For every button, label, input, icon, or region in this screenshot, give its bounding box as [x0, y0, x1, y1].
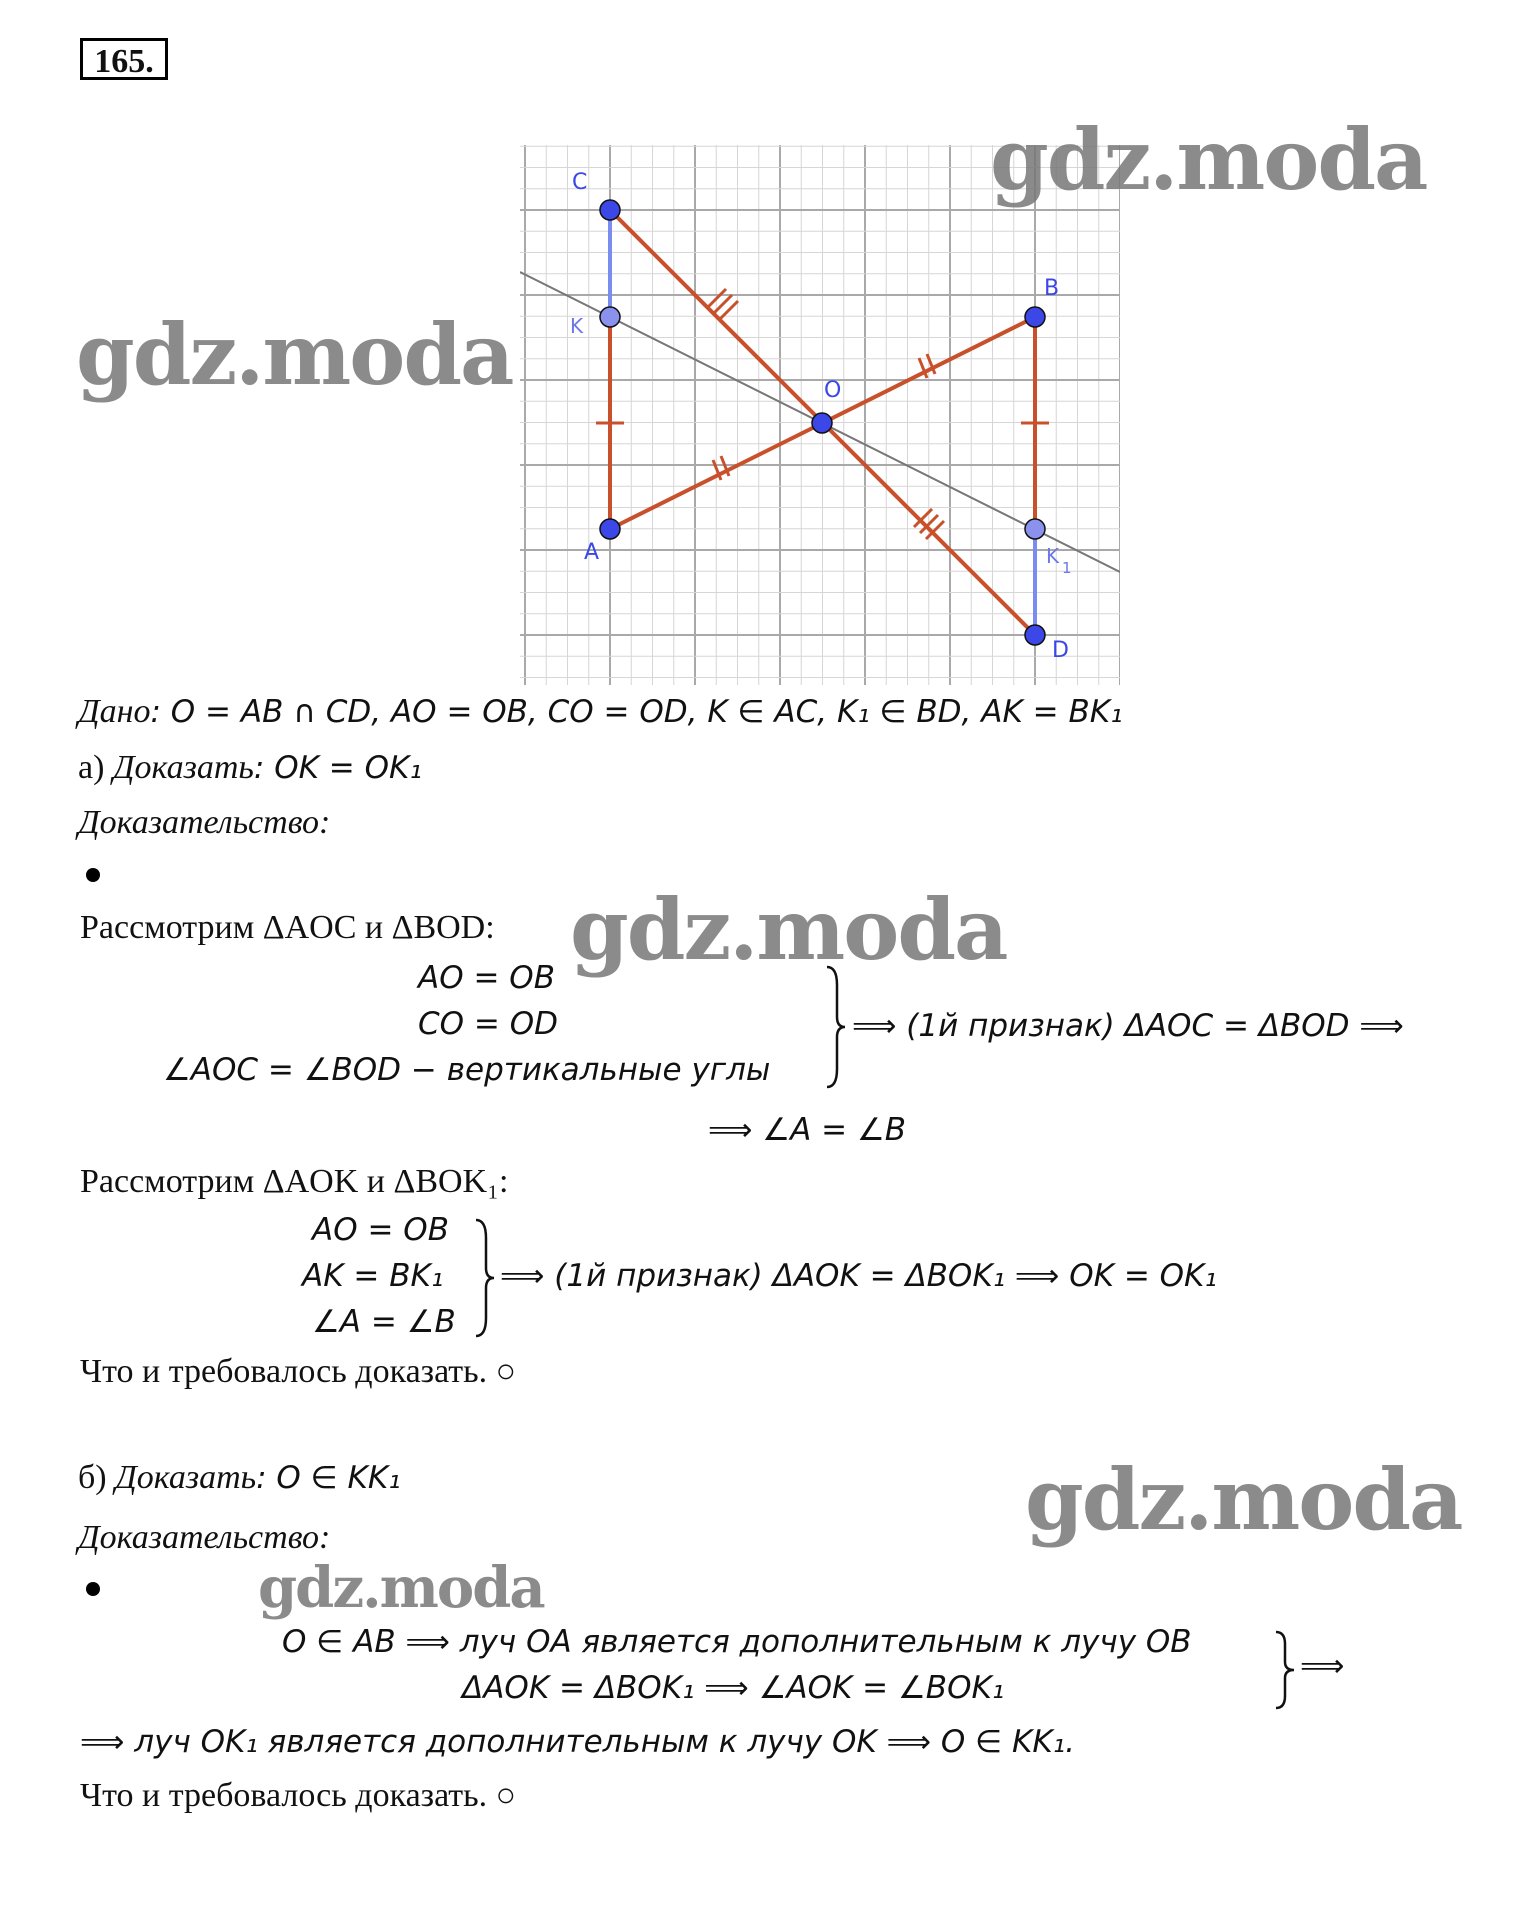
geometry-figure — [520, 145, 1120, 685]
sys1-line3: ∠AOC = ∠BOD − вертикальные углы — [163, 1052, 771, 1088]
label-k1-sub: 1 — [1062, 559, 1072, 577]
bullet-a — [86, 868, 100, 882]
label-k: K — [570, 314, 584, 338]
point-a — [600, 519, 620, 539]
part-a-prove — [78, 748, 422, 788]
label-a: A — [584, 540, 600, 565]
problem-number: 165. — [80, 38, 168, 80]
sys-b-arrow: ⟹ — [1300, 1648, 1345, 1684]
sys-b-line2: ΔAOK = ΔBOK₁ ⟹ ∠AOK = ∠BOK₁ — [462, 1670, 1005, 1706]
label-d: D — [1052, 638, 1069, 663]
part-b-prove-label: Доказать — [115, 1459, 257, 1496]
sys1-line1: AO = OB — [418, 960, 555, 996]
concl-2: ⟹ (1й признак) ΔAOK = ΔBOK₁ ⟹ OK = OK₁ — [500, 1258, 1217, 1294]
sys2-line2: AK = BK₁ — [302, 1258, 444, 1294]
concl-1: ⟹ (1й признак) ΔAOC = ΔBOD ⟹ — [852, 1008, 1404, 1044]
label-o: O — [824, 378, 842, 403]
concl-1b: ⟹ ∠A = ∠B — [708, 1112, 907, 1148]
part-a-proof-label: Доказательство: — [78, 804, 331, 841]
brace-1 — [825, 965, 847, 1090]
brace-3 — [1274, 1630, 1296, 1710]
point-c — [600, 200, 620, 220]
brace-2 — [474, 1218, 496, 1338]
sys1-line2: CO = OD — [418, 1006, 558, 1042]
watermark-2: gdz.moda — [76, 305, 513, 404]
part-b-proof-label: Доказательство: — [78, 1519, 331, 1556]
label-b: B — [1044, 276, 1060, 301]
point-b — [1025, 307, 1045, 327]
given-text: : O = AB ∩ CD, AO = OB, CO = OD, K ∈ AC, K₁ ∈ BD, AK = BK₁ — [150, 694, 1123, 730]
point-k1 — [1025, 519, 1045, 539]
watermark-5: gdz.moda — [258, 1555, 544, 1621]
sys-b-line1: O ∈ AB ⟹ луч OA является дополнительным к лучу OB — [282, 1624, 1192, 1660]
given-label: Дано — [78, 693, 151, 730]
sys2-line1: AO = OB — [312, 1212, 449, 1248]
label-c: C — [572, 170, 588, 195]
bullet-b — [86, 1582, 100, 1596]
consider-1: Рассмотрим ΔAOC и ΔBOD: — [80, 909, 495, 946]
given-line — [78, 692, 1123, 732]
concl-b: ⟹ луч OK₁ является дополнительным к лучу OK ⟹ O ∈ KK₁. — [80, 1724, 1075, 1760]
part-a-prove-text: : OK = OK₁ — [253, 750, 422, 786]
part-b-prove — [78, 1458, 401, 1498]
sys2-line3: ∠A = ∠B — [312, 1304, 456, 1340]
qed-a: Что и требовалось доказать. ○ — [80, 1353, 517, 1390]
part-b-prove-text: : O ∈ KK₁ — [256, 1460, 401, 1496]
watermark-1: gdz.moda — [990, 110, 1427, 209]
part-a-letter: а) — [78, 749, 105, 786]
part-b-letter: б) — [78, 1459, 107, 1496]
part-a-prove-label: Доказать — [112, 749, 254, 786]
label-k1: K — [1046, 544, 1060, 568]
consider-2: Рассмотрим ΔAOK и ΔBOK₁: — [80, 1163, 509, 1200]
point-k — [600, 307, 620, 327]
qed-b: Что и требовалось доказать. ○ — [80, 1777, 517, 1814]
watermark-4: gdz.moda — [1025, 1450, 1462, 1549]
point-o — [812, 413, 832, 433]
watermark-3: gdz.moda — [570, 880, 1007, 979]
point-d — [1025, 625, 1045, 645]
